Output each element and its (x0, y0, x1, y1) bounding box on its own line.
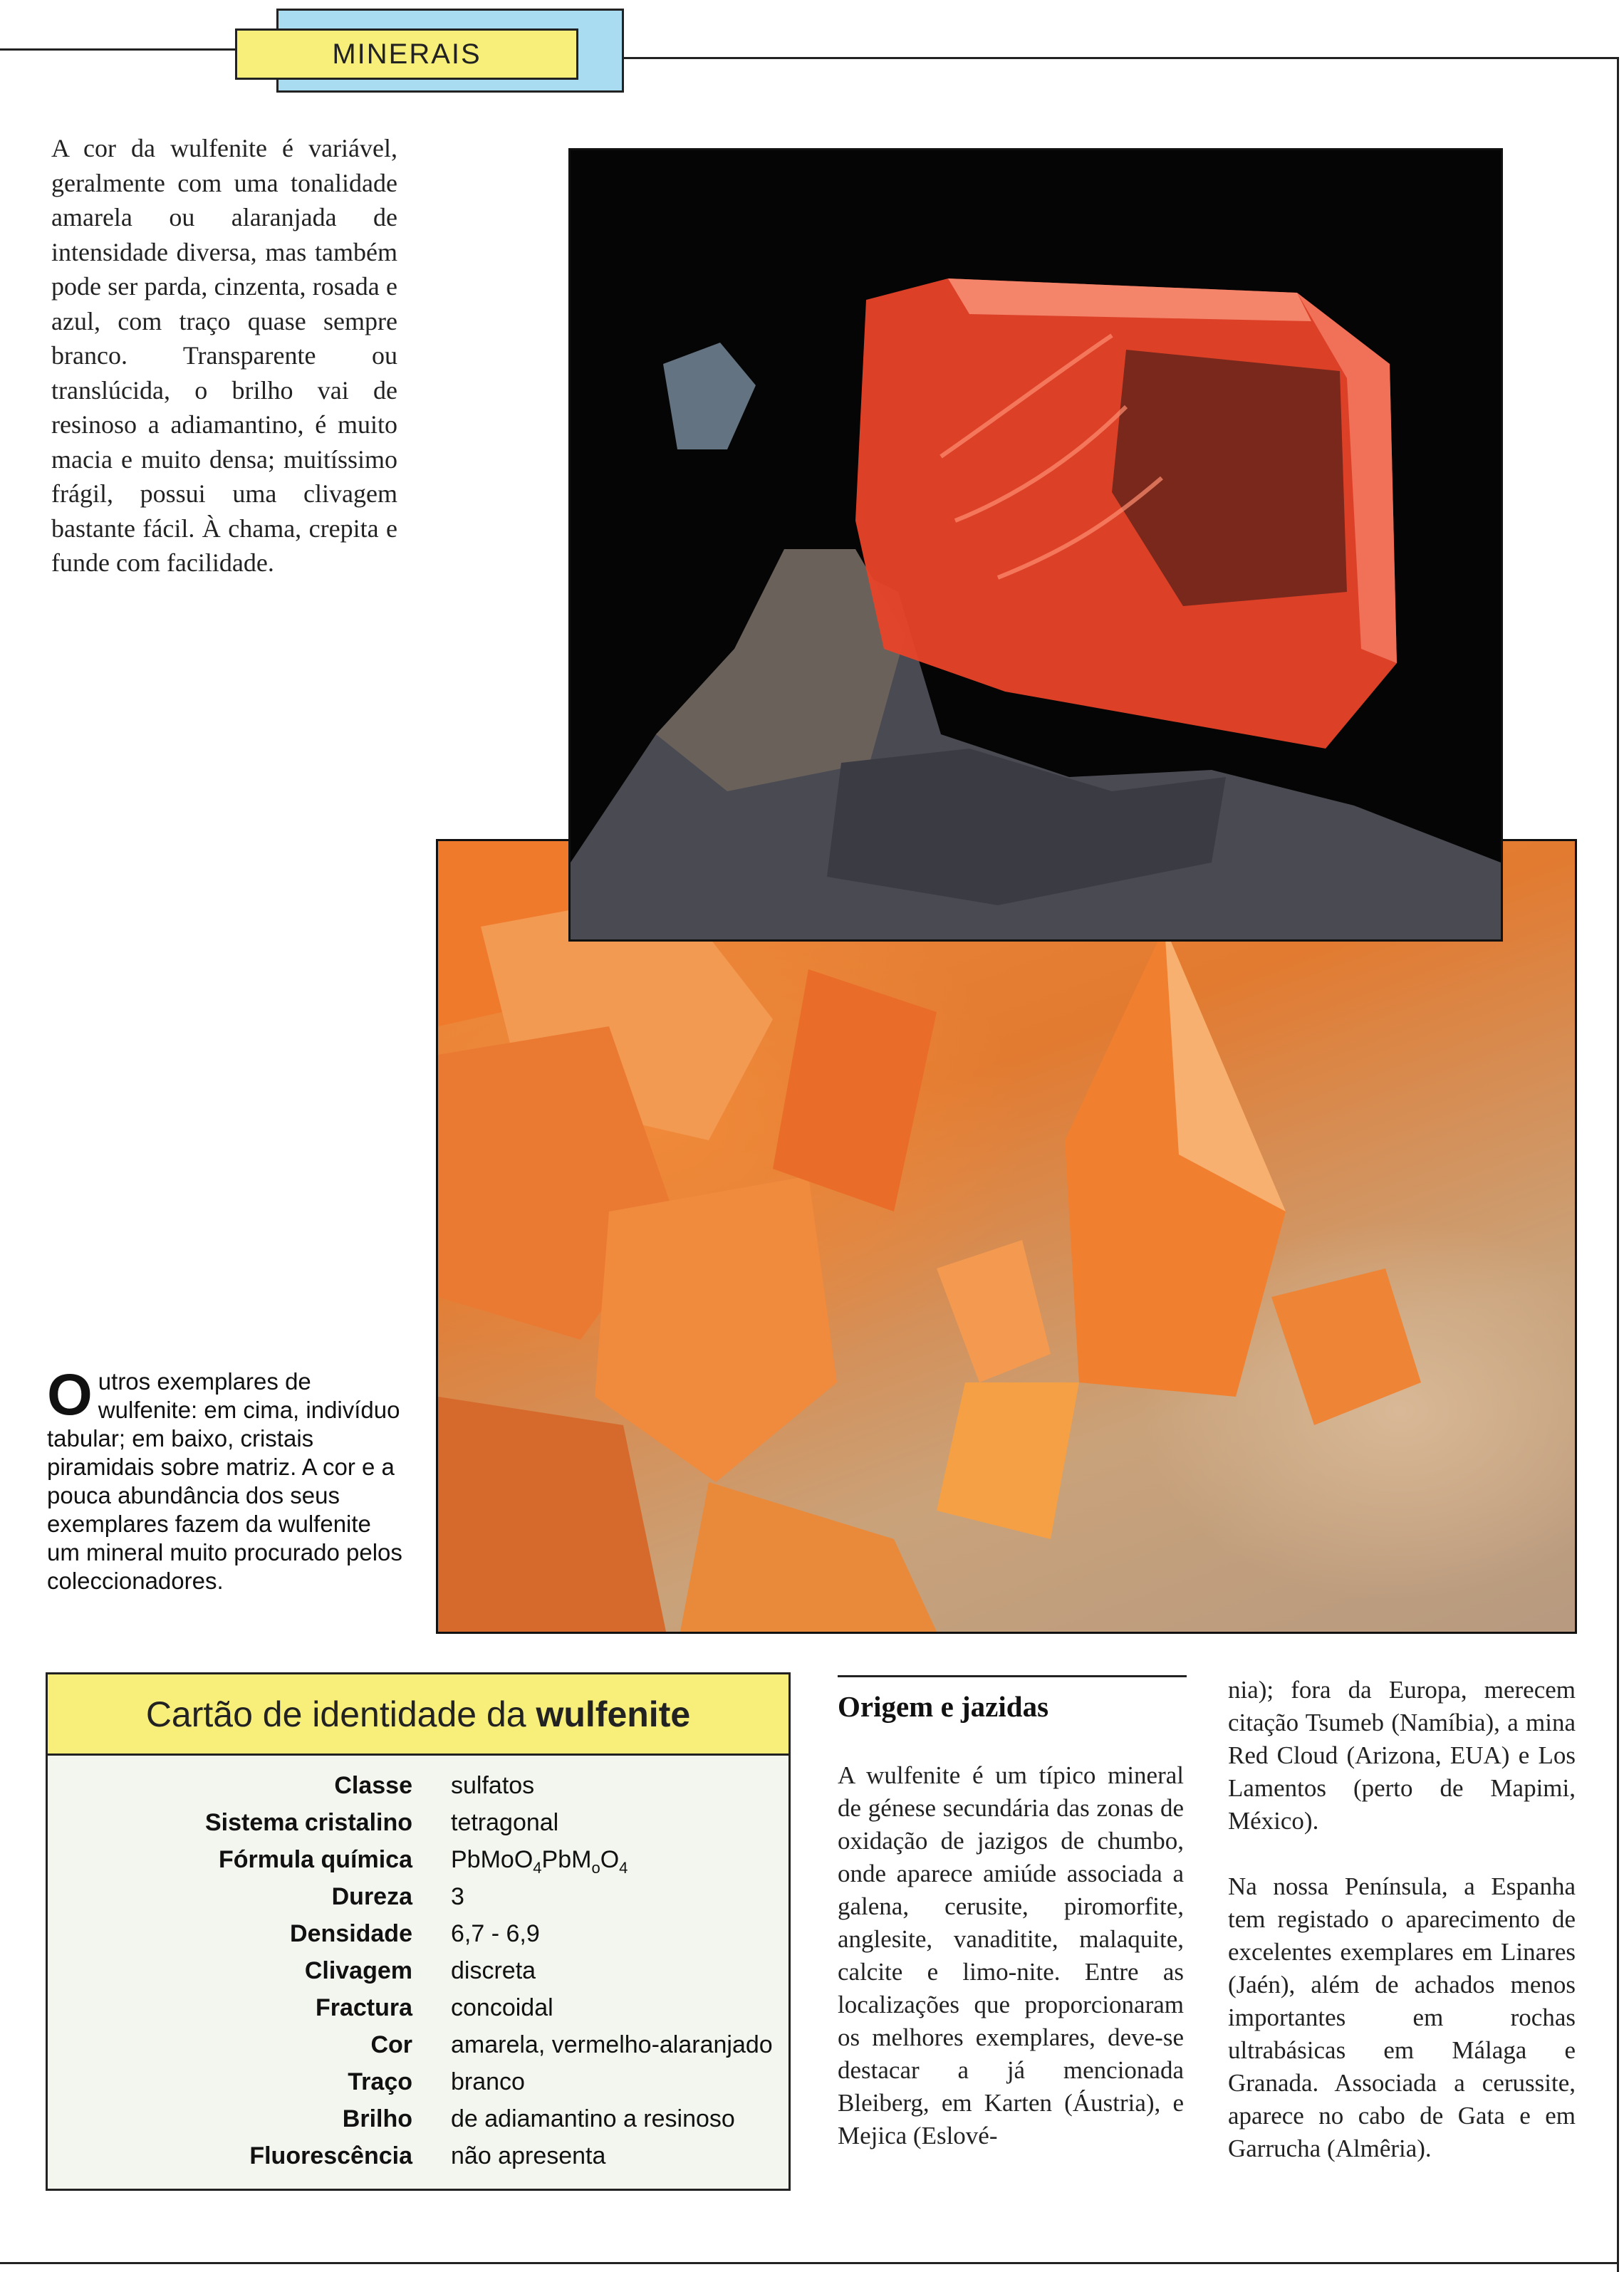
card-value: discreta (451, 1957, 536, 1984)
frame-bottom (0, 2262, 1618, 2264)
card-row-formula (48, 1841, 788, 1878)
origin-col2b: Na nossa Península, a Espanha tem registado o aparecimento de excelentes exemplares em Linares (Jaén), além de achados menos importantes em rochas ultrabásicas em Málaga e Granada. Associada a cerussite, aparece no cabo de Gata e em Garrucha (Almêria). (1228, 1872, 1576, 2162)
identity-card-rows (48, 1767, 788, 2174)
photo-caption (47, 1362, 403, 1595)
card-value: concoidal (451, 1994, 553, 2021)
header-tab: MINERAIS (235, 28, 578, 80)
formula-part: PbM (541, 1846, 592, 1873)
caption-text: utros exemplares de wulfenite: em cima, indivíduo tabular; em baixo, cristais piramidais sobre matriz. A cor e a pouca abundância dos seus exemplares fazem da wulfenite um mineral muito procurado pelos coleccionadores. (47, 1368, 402, 1594)
card-value: amarela, vermelho-alaranjado (451, 2031, 773, 2058)
card-row-fractura (48, 1989, 788, 2026)
card-label: Brilho (342, 2105, 412, 2132)
section-rule (838, 1675, 1187, 1677)
card-label: Fractura (315, 1994, 412, 2021)
formula-sub: 4 (533, 1858, 542, 1877)
origin-col2a: nia); fora da Europa, merecem citação Tsumeb (Namíbia), a mina Red Cloud (Arizona, EUA) e Los Lamentos (perto de Mapimi, México). (1228, 1676, 1576, 1835)
card-row-brilho (48, 2100, 788, 2137)
formula-sub: 4 (619, 1858, 628, 1877)
caption-dropcap: O (47, 1362, 93, 1427)
identity-card (46, 1672, 791, 2191)
identity-card-title (48, 1674, 788, 1756)
card-label: Classe (334, 1772, 412, 1799)
origin-col1: A wulfenite é um típico mineral de génese secundária das zonas de oxidação de jazigos de chumbo, onde aparece amiúde associada a galena, cerusite, piromorfite, anglesite, vanaditite, malaquite, calcite e limo-nite. Entre as localizações que proporcionaram os melhores exemplares, deve-se destacar a já mencionada Bleiberg, em Karten (Áustria), e Mejica (Eslové- (838, 1761, 1184, 2149)
card-label: Sistema cristalino (204, 1809, 412, 1836)
formula-part: PbMoO (451, 1846, 533, 1873)
photo-pyramidal-crystals (436, 839, 1577, 1634)
card-label: Dureza (331, 1883, 412, 1910)
card-value: 6,7 - 6,9 (451, 1920, 540, 1947)
identity-card-title-prefix: Cartão de identidade da (145, 1694, 526, 1734)
card-row-densidade (48, 1915, 788, 1952)
card-row-classe (48, 1767, 788, 1804)
card-value: de adiamantino a resinoso (451, 2105, 735, 2132)
card-row-sistema (48, 1804, 788, 1841)
card-row-dureza (48, 1878, 788, 1915)
formula-part: O (600, 1846, 620, 1873)
card-value: não apresenta (451, 2142, 606, 2169)
card-row-fluorescencia (48, 2137, 788, 2174)
card-row-clivagem (48, 1952, 788, 1989)
formula-sub: o (591, 1858, 600, 1877)
frame-right (1617, 57, 1619, 2272)
card-row-cor (48, 2026, 788, 2063)
card-value: tetragonal (451, 1809, 559, 1836)
card-label: Densidade (290, 1920, 412, 1947)
intro-text: A cor da wulfenite é variável, geralmente com uma tonalidade amarela ou alaranjada de intensidade diversa, mas também pode ser parda, cinzenta, rosada e azul, com traço quase sempre branco. Transparente ou translúcida, o brilho vai de resinoso a adiamantino, é muito macia e muito densa; muitíssimo frágil, possui uma clivagem bastante fácil. À chama, crepita e funde com facilidade. (51, 134, 397, 577)
card-value: 3 (451, 1883, 464, 1910)
card-label: Cor (370, 2031, 412, 2058)
card-value: sulfatos (451, 1772, 535, 1799)
card-label: Clivagem (304, 1957, 412, 1984)
frame-top-right (624, 57, 1618, 59)
card-label: Fluorescência (249, 2142, 412, 2169)
card-label: Fórmula química (218, 1846, 412, 1873)
card-value: branco (451, 2068, 525, 2095)
frame-top-left (0, 48, 236, 51)
section-title: Origem e jazidas (838, 1690, 1049, 1723)
card-row-traco (48, 2063, 788, 2100)
identity-card-title-mineral: wulfenite (536, 1694, 691, 1734)
card-label: Traço (348, 2068, 412, 2095)
photo-tabular-crystal (568, 148, 1503, 942)
